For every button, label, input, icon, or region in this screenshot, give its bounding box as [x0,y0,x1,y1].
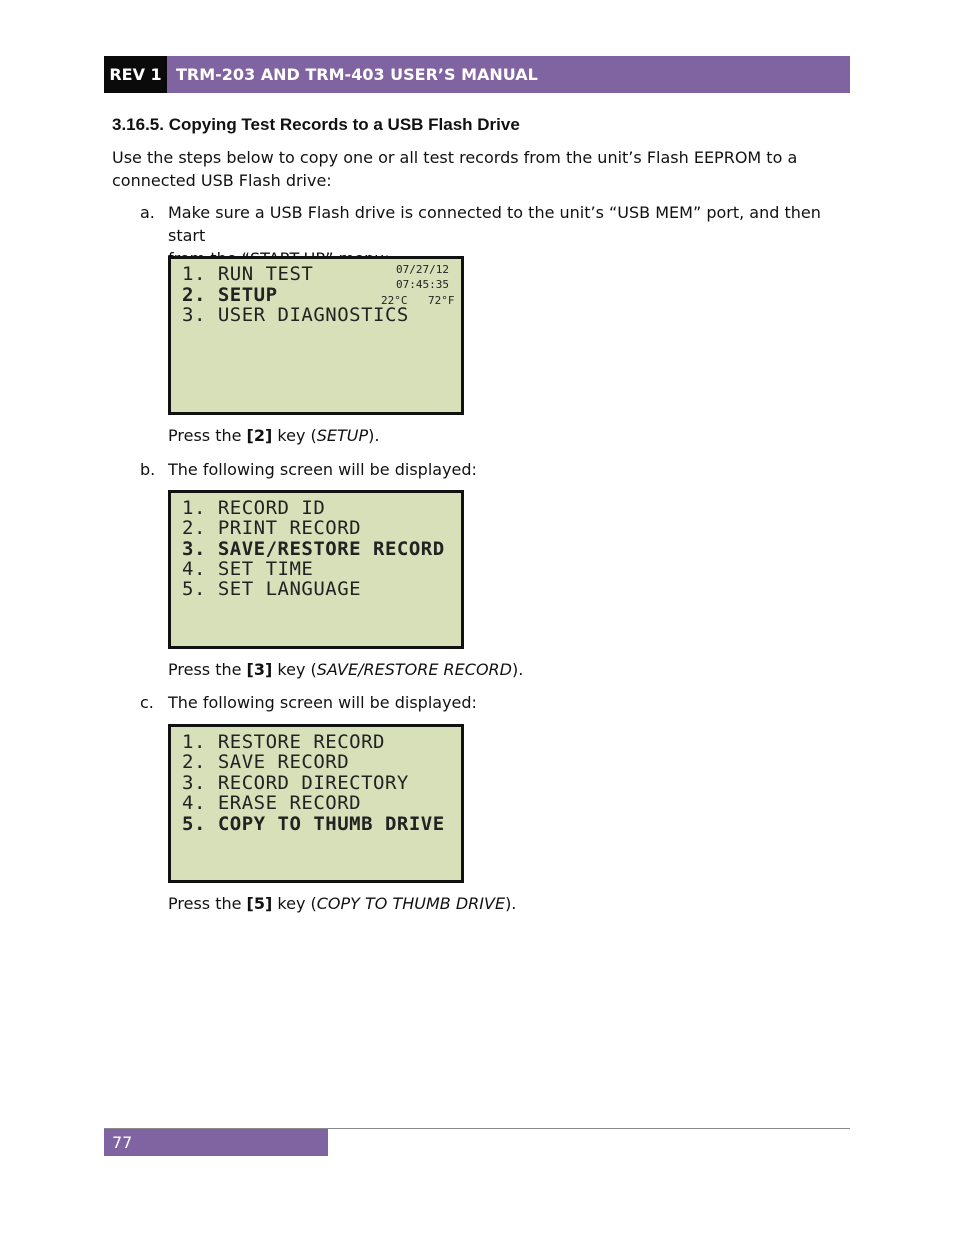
lcd-screen-setup [168,490,464,649]
step-text-line-1: The following screen will be displayed: [168,460,477,479]
lcd-menu-item-selected: 2. SETUP [182,284,278,306]
revision-label: REV 1 [104,56,167,93]
step-b-instruction [168,660,523,679]
step-text [168,691,838,714]
step-letter: a. [140,203,155,222]
intro-line-1: Use the steps below to copy one or all test records from the unit’s Flash EEPROM to a [112,148,798,167]
step-letter: c. [140,693,154,712]
note-suffix: ). [505,894,517,913]
lcd-menu-item: 1. RESTORE RECORD [182,731,385,753]
menu-option-name: SETUP [316,426,369,445]
note-mid: key ( [272,660,317,679]
note-mid: key ( [272,426,317,445]
lcd-time: 07:45:35 [396,278,449,291]
lcd-menu-item-selected: 3. SAVE/RESTORE RECORD [182,538,445,560]
lcd-menu-item: 2. SAVE RECORD [182,751,350,773]
lcd-menu-item: 3. USER DIAGNOSTICS [182,304,409,326]
lcd-menu-item: 5. SET LANGUAGE [182,578,362,600]
note-prefix: Press the [168,660,247,679]
step-text [168,458,838,481]
intro-paragraph [112,146,832,192]
key-label: [3] [246,660,273,679]
section-title: 3.16.5. Copying Test Records to a USB Flash Drive [112,115,520,134]
lcd-menu-item: 3. RECORD DIRECTORY [182,772,409,794]
note-suffix: ). [368,426,380,445]
manual-title: TRM-203 AND TRM-403 USER’S MANUAL [167,56,850,93]
key-label: [5] [246,894,273,913]
note-prefix: Press the [168,426,247,445]
step-text-line-1: The following screen will be displayed: [168,693,477,712]
note-prefix: Press the [168,894,247,913]
note-mid: key ( [272,894,317,913]
lcd-screen-save-restore [168,724,464,883]
lcd-screen-startup [168,256,464,415]
lcd-menu-item: 4. ERASE RECORD [182,792,362,814]
step-letter: b. [140,460,156,479]
page-number: 77 [104,1129,328,1156]
lcd-date: 07/27/12 [396,263,449,276]
lcd-menu-item: 2. PRINT RECORD [182,517,362,539]
step-a-instruction [168,426,379,445]
menu-option-name: SAVE/RESTORE RECORD [316,660,512,679]
intro-line-2: connected USB Flash drive: [112,171,332,190]
lcd-menu-item-selected: 5. COPY TO THUMB DRIVE [182,813,445,835]
step-text-line-1: Make sure a USB Flash drive is connected to the unit’s “USB MEM” port, and then start [168,203,821,245]
page-header [104,56,850,93]
lcd-temp-f: 72°F [428,294,455,307]
lcd-menu-item: 1. RUN TEST [182,263,314,285]
lcd-temp-c: 22°C [381,294,408,307]
key-label: [2] [246,426,273,445]
step-c-instruction [168,894,516,913]
lcd-menu-item: 4. SET TIME [182,558,314,580]
note-suffix: ). [511,660,524,679]
menu-option-name: COPY TO THUMB DRIVE [316,894,506,913]
lcd-menu-item: 1. RECORD ID [182,497,326,519]
